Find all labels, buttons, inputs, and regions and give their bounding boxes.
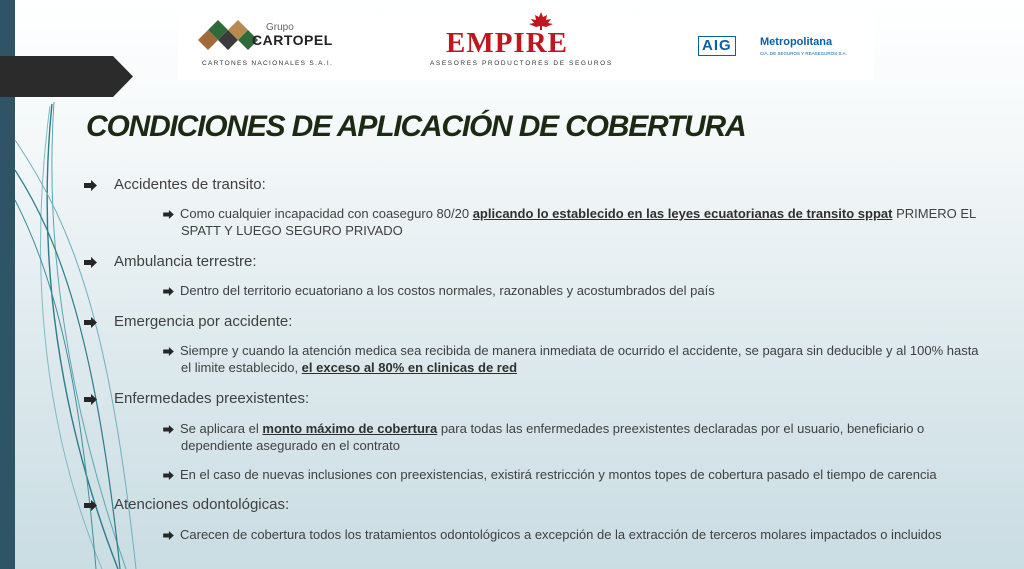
detail-text: para todas las enfermedades preexistentes declaradas por el usuario, beneficiario o bbox=[437, 421, 925, 436]
detail-emphasis: monto máximo de cobertura bbox=[262, 421, 438, 436]
detail-text: Dentro del territorio ecuatoriano a los costos normales, razonables y acostumbrados del país bbox=[180, 283, 715, 298]
section-preexistentes bbox=[84, 390, 309, 407]
logo-strip bbox=[178, 14, 874, 80]
detail-emphasis: aplicando lo establecido en las leyes ecuatorianas de transito sppat bbox=[472, 206, 893, 221]
section-heading: Emergencia por accidente: bbox=[114, 313, 293, 330]
arrow-bullet-icon bbox=[84, 317, 97, 328]
section-emergencia bbox=[84, 313, 292, 330]
detail-text: En el caso de nuevas inclusiones con preexistencias, existirá restricción y montos topes de cobertura pasado el tiempo de carencia bbox=[180, 467, 937, 482]
detail-emergencia bbox=[163, 342, 979, 359]
cartopel-mark-icon bbox=[198, 20, 260, 54]
detail-text: Siempre y cuando la atención medica sea recibida de manera inmediata de ocurrido el accidente, se pagara sin deducible y al 100% hasta bbox=[180, 343, 979, 358]
section-odontologicas bbox=[84, 496, 289, 513]
cartopel-name: CARTOPEL bbox=[252, 32, 333, 48]
detail-odontologicas bbox=[163, 526, 942, 543]
cartopel-group-label: Grupo bbox=[266, 22, 294, 33]
detail-ambulancia bbox=[163, 282, 715, 299]
aig-mark: AIG bbox=[698, 36, 736, 56]
empire-logo bbox=[426, 14, 626, 74]
arrow-bullet-icon bbox=[163, 287, 174, 296]
empire-name: EMPIRE bbox=[446, 27, 568, 59]
section-ambulancia bbox=[84, 253, 257, 270]
detail-transito-continuation: SPATT Y LUEGO SEGURO PRIVADO bbox=[181, 223, 403, 238]
arrow-bullet-icon bbox=[84, 500, 97, 511]
empire-tagline: ASESORES PRODUCTORES DE SEGUROS bbox=[430, 60, 613, 67]
section-heading: Atenciones odontológicas: bbox=[114, 496, 290, 513]
metropolitana-tagline: CIA. DE SEGUROS Y REASEGUROS S.A. bbox=[760, 51, 847, 56]
detail-text: PRIMERO EL bbox=[892, 206, 977, 221]
arrow-bullet-icon bbox=[84, 394, 97, 405]
detail-preexistentes-1 bbox=[163, 420, 924, 437]
section-heading: Ambulancia terrestre: bbox=[114, 253, 257, 270]
detail-emergencia-continuation bbox=[181, 360, 517, 375]
detail-emphasis: el exceso al 80% en clinicas de red bbox=[301, 360, 518, 375]
arrow-tab bbox=[0, 56, 133, 97]
arrow-bullet-icon bbox=[163, 425, 174, 434]
arrow-bullet-icon bbox=[163, 347, 174, 356]
detail-transito bbox=[163, 205, 976, 222]
aig-metropolitana-logo bbox=[698, 34, 868, 64]
detail-text: Se aplicara el bbox=[180, 421, 263, 436]
section-heading: Accidentes de transito: bbox=[114, 176, 266, 193]
arrow-bullet-icon bbox=[84, 180, 97, 191]
cartopel-tagline: CARTONES NACIONALES S.A.I. bbox=[202, 60, 334, 67]
detail-text: el limite establecido, bbox=[181, 360, 302, 375]
arrow-bullet-icon bbox=[163, 210, 174, 219]
cartopel-logo bbox=[198, 20, 348, 74]
detail-text: Carecen de cobertura todos los tratamientos odontológicos a excepción de la extracción de terceros molares impactados o incluidos bbox=[180, 527, 942, 542]
arrow-bullet-icon bbox=[84, 257, 97, 268]
slide-title: CONDICIONES DE APLICACIÓN DE COBERTURA bbox=[86, 110, 746, 143]
detail-preexistentes-2 bbox=[163, 466, 937, 483]
arrow-bullet-icon bbox=[163, 471, 174, 480]
arrow-bullet-icon bbox=[163, 531, 174, 540]
detail-preexistentes-1-continuation: dependiente asegurado en el contrato bbox=[181, 438, 401, 453]
detail-text: Como cualquier incapacidad con coaseguro 80/20 bbox=[180, 206, 473, 221]
section-heading: Enfermedades preexistentes: bbox=[114, 390, 310, 407]
section-accidentes-transito bbox=[84, 176, 266, 193]
metropolitana-name: Metropolitana bbox=[760, 36, 833, 48]
